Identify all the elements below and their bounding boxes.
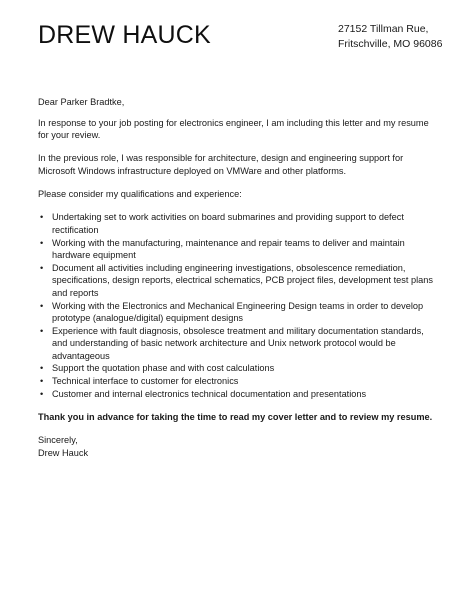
applicant-address xyxy=(338,22,442,52)
bullet-dot: • xyxy=(40,325,44,336)
list-item xyxy=(38,237,438,262)
list-item xyxy=(38,375,438,388)
salutation: Dear Parker Bradtke, xyxy=(38,97,125,107)
list-item-text: Support the quotation phase and with cost calculations xyxy=(52,363,275,374)
address-line-city: Fritschville, MO 96086 xyxy=(338,38,443,50)
bullet-dot: • xyxy=(40,237,44,248)
list-item xyxy=(38,300,438,325)
list-item xyxy=(38,211,438,236)
address-line-street: 27152 Tillman Rue, xyxy=(338,23,429,35)
bullet-dot: • xyxy=(40,212,44,223)
list-item-text: Working with the manufacturing, maintenance and repair teams to deliver and maintain hardware equipment xyxy=(52,237,405,261)
bullet-dot: • xyxy=(40,363,44,374)
list-item-text: Undertaking set to work activities on board submarines and providing support to defect rectification xyxy=(52,212,404,235)
applicant-name-heading: DREW HAUCK xyxy=(38,21,211,49)
letter-body xyxy=(38,96,438,459)
bullet-dot: • xyxy=(40,376,44,387)
signature-name: Drew Hauck xyxy=(38,447,89,458)
list-item xyxy=(38,362,438,375)
qualifications-list xyxy=(38,211,438,400)
list-item-text: Document all activities including engineering investigations, obsolescence remediation, specifications, design reports, electrical schematics, PCB project files, development test plans and reports xyxy=(52,262,433,298)
intro-paragraph: In response to your job posting for electronics engineer, I am including this letter and my resume for your review. xyxy=(38,117,429,141)
list-item-text: Technical interface to customer for electronics xyxy=(52,376,239,387)
list-item xyxy=(38,325,438,363)
closing-block xyxy=(38,434,438,459)
thank-you-line: Thank you in advance for taking the time to read my cover letter and to review my resume. xyxy=(38,411,433,422)
closing-phrase: Sincerely, xyxy=(38,435,78,446)
experience-paragraph: In the previous role, I was responsible for architecture, design and engineering support for Microsoft Windows infrastructure deployed on VMWare and other platforms. xyxy=(38,153,404,176)
list-item xyxy=(38,262,438,300)
qualifications-intro: Please consider my qualifications and experience: xyxy=(38,189,242,200)
bullet-dot: • xyxy=(40,262,44,273)
list-item-text: Experience with fault diagnosis, obsolesce treatment and military documentation standards, and understanding of basic network architecture and Unix network protocol would be advantageous xyxy=(52,325,424,361)
list-item-text: Working with the Electronics and Mechanical Engineering Design teams in order to develop prototype (analogue/digital) equipment designs xyxy=(52,300,424,324)
list-item xyxy=(38,388,438,401)
bullet-dot: • xyxy=(40,388,44,399)
list-item-text: Customer and internal electronics technical documentation and presentations xyxy=(52,388,367,399)
bullet-dot: • xyxy=(40,300,44,311)
